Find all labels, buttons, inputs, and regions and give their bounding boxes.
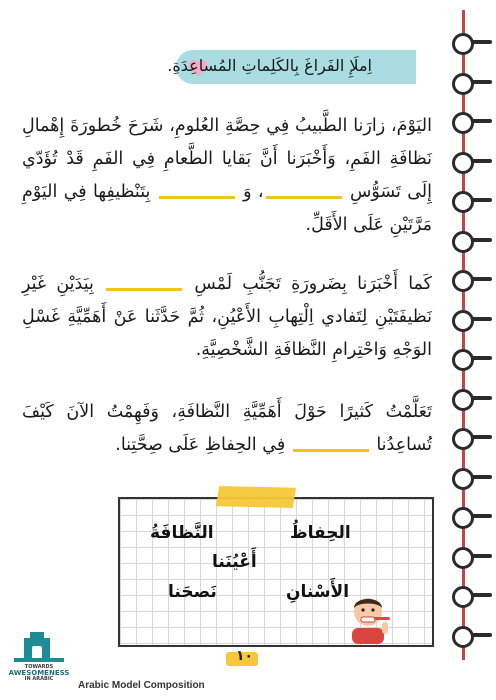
tape-decoration <box>216 486 296 508</box>
page-number <box>236 648 253 664</box>
spiral-ring <box>446 425 492 451</box>
logo-line-1: TOWARDS <box>24 664 54 670</box>
spiral-ring <box>446 70 492 96</box>
brand-logo-text <box>6 664 72 682</box>
spiral-ring <box>446 504 492 530</box>
word-bank-item: الحِفاظُ <box>290 523 351 543</box>
instruction-text: اِملَإِ الفَراغَ بِالكَلِماتِ المُساعِدَةِ. <box>167 56 372 75</box>
word-bank-item: نَصحَنا <box>168 582 217 602</box>
spiral-ring <box>446 228 492 254</box>
boy-brushing-teeth-icon <box>344 588 392 644</box>
blank-4[interactable] <box>293 449 369 452</box>
spiral-ring <box>446 346 492 372</box>
paragraph-2-text-b: بِيَدَيْنِ غَيْرِ نَظيفَتَيْنِ لِتَفادي اِلْتِهابِ الأَعْيُنِ، ثُمَّ حَدَّثَنا عَنْ أَهَمِّيَّةِ غَسْلِ الوَجْهِ وَاحْتِرامِ النَّظافَةِ الشَّخْصِيَّةِ. <box>22 274 432 360</box>
logo-line-2: AWESOMENESS <box>8 669 70 677</box>
spiral-ring <box>446 149 492 175</box>
spiral-ring <box>446 188 492 214</box>
spiral-ring <box>446 307 492 333</box>
spiral-ring <box>446 267 492 293</box>
spiral-ring <box>446 30 492 56</box>
paragraph-2-text-a: كَما أَخْبَرَنا بِضَرورَةِ تَجَنُّبِ لَمْسِ <box>194 274 432 294</box>
paragraph-3 <box>22 396 432 462</box>
footer-label: Arabic Model Composition <box>78 680 205 691</box>
paragraph-1-text-b: ، وَ <box>243 182 264 202</box>
word-bank-item: النَّظافَةُ <box>150 523 214 543</box>
paragraph-1-text-a: اليَوْمَ، زارَنا الطَّبيبُ فِي حِصَّةِ العُلومِ، شَرَحَ خُطورَةَ إِهْمالِ نَظافَةِ الفَمِ، وَأَخْبَرَنا أَنَّ بَقايا الطَّعامِ فِي الفَمِ قَدْ تُؤَدّي إِلَى تَسَوُّسِ <box>22 116 432 202</box>
spiral-ring <box>446 544 492 570</box>
spiral-ring <box>446 623 492 649</box>
spiral-ring <box>446 109 492 135</box>
paragraph-3-text-a: تَعَلَّمْتُ كَثيرًا حَوْلَ أَهَمِّيَّةِ النَّظافَةِ، وَفَهِمْتُ الآنَ كَيْفَ تُساعِدُنا <box>22 402 432 455</box>
blank-2[interactable] <box>159 196 235 199</box>
brand-logo <box>10 628 68 694</box>
page-number-text: ١٠ <box>236 648 254 664</box>
word-bank-item: أَعْيُنَنا <box>212 552 257 572</box>
spiral-ring <box>446 583 492 609</box>
word-bank-item: الأَسْنانِ <box>286 582 350 602</box>
instruction-banner <box>167 50 416 84</box>
paragraph-1-text-c: بِتَنْظيفِها فِي اليَوْمِ مَرَّتَيْنِ عَلَى الأَقَلِّ. <box>22 182 432 235</box>
blank-3[interactable] <box>106 288 182 291</box>
logo-line-3: IN ARABIC <box>24 676 54 682</box>
spiral-ring <box>446 465 492 491</box>
spiral-ring <box>446 386 492 412</box>
paragraph-2 <box>22 268 432 367</box>
paragraph-1 <box>22 110 432 242</box>
blank-1[interactable] <box>266 196 342 199</box>
paragraph-3-text-b: فِي الحِفاظِ عَلَى صِحَّتِنا. <box>115 435 286 455</box>
